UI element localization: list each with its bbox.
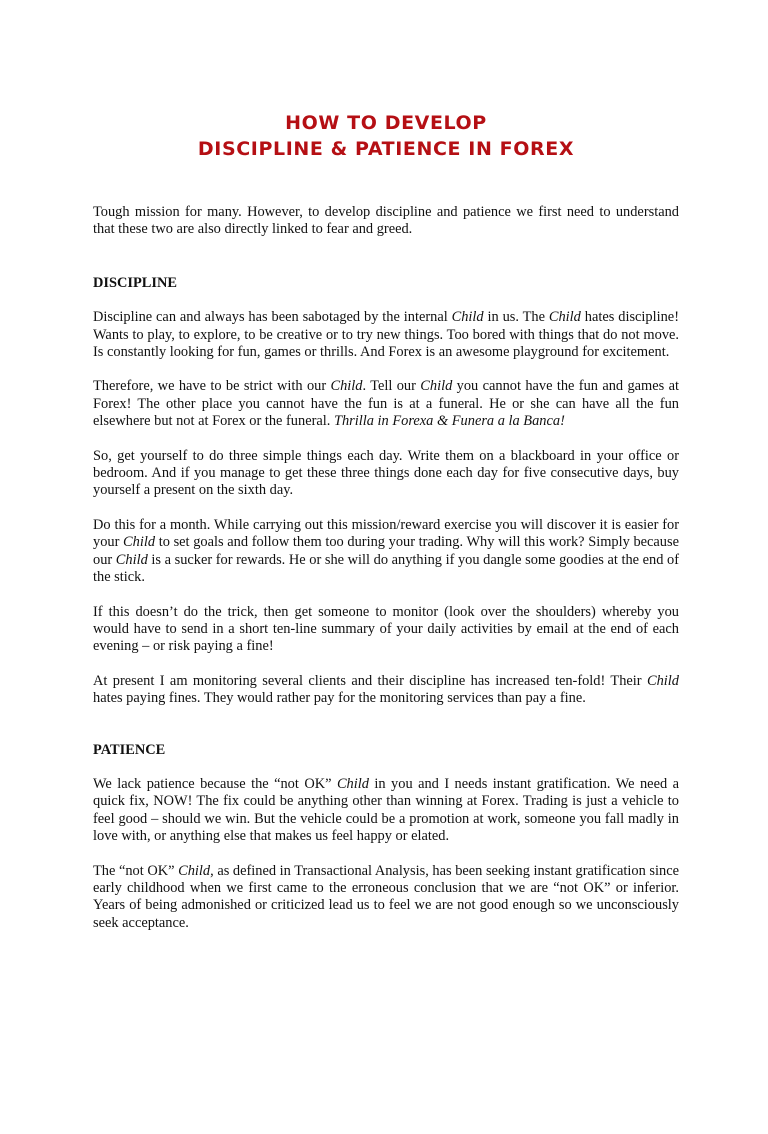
discipline-paragraph: Discipline can and always has been sabotaged by the internal Child in us. The Child hates discipline! Wants to play, to explore, to be creative or to try new things. Too bored with things that do not move. Is constantly looking for fun, games or thrills. And Forex is an awesome playground for excitement. (93, 309, 679, 361)
patience-paragraph: We lack patience because the “not OK” Child in you and I needs instant gratification. We need a quick fix, NOW! The fix could be anything other than winning at Forex. Trading is just a vehicle to feel good – should we win. But the vehicle could be a promotion at work, someone you fall madly in love with, or anything else that makes us feel happy or elated. (93, 775, 679, 845)
italic-text: Child (123, 534, 156, 551)
page-title (93, 110, 679, 162)
title-line-1: HOW TO DEVELOP (285, 112, 487, 134)
italic-text: Child (420, 378, 453, 395)
intro-paragraph: Tough mission for many. However, to develop discipline and patience we first need to understand that these two are also directly linked to fear and greed. (93, 204, 679, 238)
patience-section (93, 776, 679, 932)
title-line-2: DISCIPLINE & PATIENCE IN FOREX (197, 138, 575, 160)
italic-text: Child (330, 378, 363, 395)
document-page (0, 110, 768, 1134)
italic-text: Child (548, 309, 581, 326)
discipline-paragraph: So, get yourself to do three simple things each day. Write them on a blackboard in your office or bedroom. And if you manage to get these three things done each day for five consecutive days, buy yourself a present on the sixth day. (93, 447, 679, 499)
discipline-paragraph: At present I am monitoring several clients and their discipline has increased ten-fold! Their Child hates paying fines. They would rather pay for the monitoring services than pay a fine. (93, 672, 679, 707)
italic-text: Child (115, 551, 148, 568)
discipline-heading: DISCIPLINE (93, 274, 177, 291)
discipline-section (93, 309, 679, 707)
discipline-paragraph: Therefore, we have to be strict with our Child. Tell our Child you cannot have the fun and games at Forex! The other place you cannot have the fun is at a funeral. He or she can have all the fun elsewhere but not at Forex or the funeral. Thrilla in Forexa & Funera a la Banca! (93, 378, 679, 430)
italic-text: Child (451, 309, 484, 326)
discipline-paragraph: If this doesn’t do the trick, then get someone to monitor (look over the shoulders) whereby you would have to send in a short ten-line summary of your daily activities by email at the end of each evening – or risk paying a fine! (93, 603, 679, 655)
discipline-paragraph: Do this for a month. While carrying out this mission/reward exercise you will discover it is easier for your Child to set goals and follow them too during your trading. Why will this work? Simply because our Child is a sucker for rewards. He or she will do anything if you dangle some goodies at the end of the stick. (93, 516, 680, 586)
patience-heading: PATIENCE (93, 741, 166, 758)
patience-paragraph: The “not OK” Child, as defined in Transactional Analysis, has been seeking instant gratification since early childhood when we first came to the erroneous conclusion that we are “not OK” or inferior. Years of being admonished or criticized lead us to feel we are not good enough so we unconsciously seek acceptance. (93, 862, 679, 931)
italic-text: Child (647, 672, 679, 689)
italic-text: Child (178, 862, 211, 879)
italic-text: Child (336, 775, 369, 792)
italic-text: Thrilla in Forexa & Funera a la Banca! (333, 413, 565, 430)
